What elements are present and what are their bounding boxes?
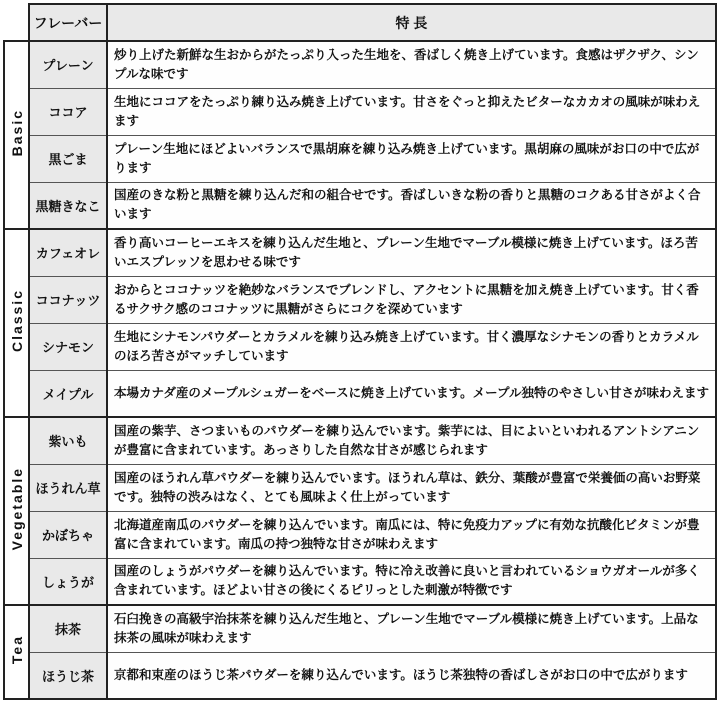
flavor-cell: しょうが (29, 558, 107, 605)
feature-column-header: 特 長 (107, 4, 716, 41)
flavor-cell: 紫いも (29, 417, 107, 464)
category-label-basic: Basic (8, 108, 25, 157)
feature-cell: 香り高いコーヒーエキスを練り込んだ生地と、プレーン生地でマーブル模様に焼き上げています。ほろ苦いエスプレッソを思わせる味です (107, 229, 716, 276)
table-row-cafeaulait (4, 229, 716, 276)
feature-cell: 生地にココアをたっぷり練り込み焼き上げています。甘さをぐっと抑えたビターなカカオの風味が味わえます (107, 88, 716, 135)
flavor-cell: メイプル (29, 370, 107, 417)
flavor-cell: ほうれん草 (29, 464, 107, 511)
category-label-classic: Classic (8, 288, 25, 353)
table-row-ginger (4, 558, 716, 605)
header-row (4, 4, 716, 41)
flavor-cell: 抹茶 (29, 605, 107, 652)
table-row-kokutokinako (4, 182, 716, 229)
category-cell-basic (4, 41, 29, 229)
feature-cell: 北海道産南瓜のパウダーを練り込んでいます。南瓜には、特に免疫力アップに有効な抗酸化ビタミンが豊富に含まれています。南瓜の持つ独特な甘さが味わえます (107, 511, 716, 558)
feature-cell: 国産のしょうがパウダーを練り込んでいます。特に冷え改善に良いと言われているショウガオールが多く含まれています。ほどよい甘さの後にくるピリっとした刺激が特徴です (107, 558, 716, 605)
flavor-cell: プレーン (29, 41, 107, 88)
table-row-blacksesame (4, 135, 716, 182)
category-label-tea: Tea (8, 634, 25, 665)
table-row-hojicha (4, 652, 716, 699)
table-row-spinach (4, 464, 716, 511)
category-cell-classic (4, 229, 29, 417)
table-row-purplesweetpotato (4, 417, 716, 464)
flavor-cell: ココナッツ (29, 276, 107, 323)
flavor-cell: かぼちゃ (29, 511, 107, 558)
flavor-cell: ココア (29, 88, 107, 135)
flavor-column-header: フレーバー (29, 4, 107, 41)
table-row-cocoa (4, 88, 716, 135)
flavor-cell: 黒ごま (29, 135, 107, 182)
table-row-pumpkin (4, 511, 716, 558)
feature-cell: 国産のほうれん草パウダーを練り込んでいます。ほうれん草は、鉄分、葉酸が豊富で栄養価の高いお野菜です。独特の渋みはなく、とても風味よく仕上がっています (107, 464, 716, 511)
feature-cell: 生地にシナモンパウダーとカラメルを練り込み焼き上げています。甘く濃厚なシナモンの香りとカラメルのほろ苦さがマッチしています (107, 323, 716, 370)
corner-cell (4, 4, 29, 41)
flavor-cell: 黒糖きなこ (29, 182, 107, 229)
feature-cell: 炒り上げた新鮮な生おからがたっぷり入った生地を、香ばしく焼き上げています。食感はザクザク、シンプルな味です (107, 41, 716, 88)
feature-cell: 京都和束産のほうじ茶パウダーを練り込んでいます。ほうじ茶独特の香ばしさがお口の中で広がります (107, 652, 716, 699)
category-cell-tea (4, 605, 29, 699)
flavor-feature-table (3, 3, 717, 700)
feature-cell: おからとココナッツを絶妙なバランスでブレンドし、アクセントに黒糖を加え焼き上げています。甘く香るサクサク感のココナッツに黒糖がさらにコクを深めています (107, 276, 716, 323)
flavor-cell: カフェオレ (29, 229, 107, 276)
table-row-maple (4, 370, 716, 417)
table-row-matcha (4, 605, 716, 652)
category-cell-vegetable (4, 417, 29, 605)
flavor-cell: ほうじ茶 (29, 652, 107, 699)
feature-cell: プレーン生地にほどよいバランスで黒胡麻を練り込み焼き上げています。黒胡麻の風味がお口の中で広がります (107, 135, 716, 182)
table-row-plain (4, 41, 716, 88)
category-label-vegetable: Vegetable (8, 466, 25, 551)
table-row-coconut (4, 276, 716, 323)
feature-cell: 国産の紫芋、さつまいものパウダーを練り込んでいます。紫芋には、目によいといわれるアントシアニンが豊富に含まれています。あっさりした自然な甘さが感じられます (107, 417, 716, 464)
table-row-cinnamon (4, 323, 716, 370)
feature-cell: 石臼挽きの高級宇治抹茶を練り込んだ生地と、プレーン生地でマーブル模様に焼き上げています。上品な抹茶の風味が味わえます (107, 605, 716, 652)
flavor-cell: シナモン (29, 323, 107, 370)
feature-cell: 本場カナダ産のメープルシュガーをベースに焼き上げています。メープル独特のやさしい甘さが味わえます (107, 370, 716, 417)
feature-cell: 国産のきな粉と黒糖を練り込んだ和の組合せです。香ばしいきな粉の香りと黒糖のコクある甘さがよく合います (107, 182, 716, 229)
